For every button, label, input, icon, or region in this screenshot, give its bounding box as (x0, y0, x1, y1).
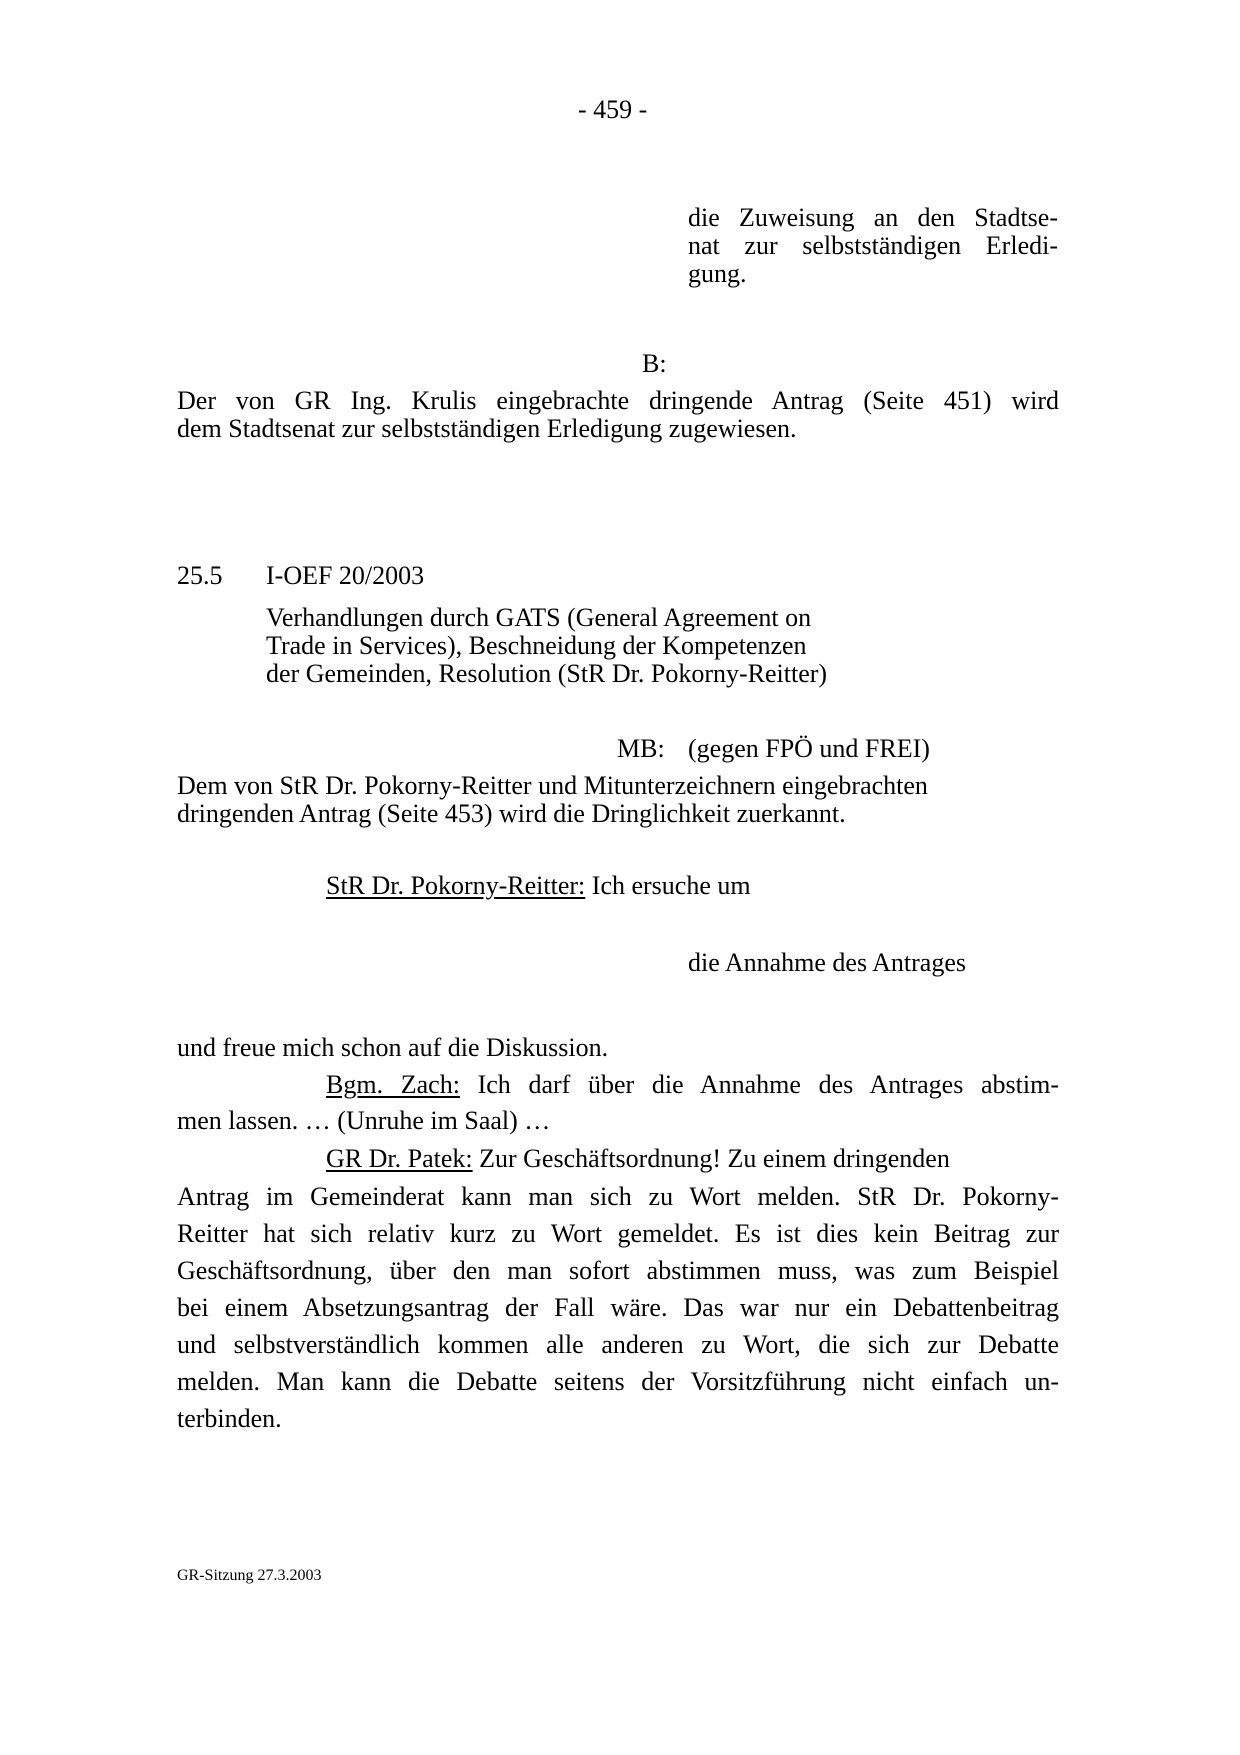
decision-a-text (688, 204, 1058, 288)
speech1-continuation: und freue mich schon auf die Diskussion. (177, 1033, 609, 1062)
speech3-line: melden. Man kann die Debatte seitens der Vorsitzführung nicht einfach un- (177, 1367, 1059, 1396)
decision-a-line: die Zuweisung an den Stadtse- (688, 203, 1058, 232)
speech3-line: Reitter hat sich relativ kurz zu Wort gemeldet. Es ist dies kein Beitrag zur (177, 1219, 1059, 1248)
item-title (266, 604, 906, 688)
item-title-line: Verhandlungen durch GATS (General Agreement on (266, 603, 812, 632)
majority-label: MB: (617, 734, 665, 763)
decision-b-label: B: (642, 349, 667, 378)
speech3-body (177, 1178, 1059, 1437)
speech3-line: Geschäftsordnung, über den man sofort abstimmen muss, was zum Beispiel (177, 1256, 1059, 1285)
speech2-second-line: men lassen. … (Unruhe im Saal) … (177, 1106, 551, 1135)
speech1-text: Ich ersuche um (591, 871, 751, 900)
item-code: I-OEF 20/2003 (266, 561, 425, 590)
speech2-first-line (177, 1071, 1059, 1099)
urgency-text (177, 772, 1077, 828)
speech1-request: die Annahme des Antrages (688, 948, 966, 977)
speaker-name: GR Dr. Patek: (326, 1144, 473, 1173)
item-title-line: der Gemeinden, Resolution (StR Dr. Pokorny-Reitter) (266, 659, 828, 688)
speaker-name: StR Dr. Pokorny-Reitter: (326, 871, 586, 900)
item-title-line: Trade in Services), Beschneidung der Kompetenzen (266, 631, 807, 660)
speech3-line: und selbstverständlich kommen alle anderen zu Wort, die sich zur Debatte (177, 1330, 1059, 1359)
urgency-line: Dem von StR Dr. Pokorny-Reitter und Mitunterzeichnern eingebrachten (177, 771, 928, 800)
speech3-text: Zur Geschäftsordnung! Zu einem dringenden (479, 1144, 950, 1173)
speech3-line: terbinden. (177, 1404, 282, 1433)
speech3-line: bei einem Absetzungsantrag der Fall wäre. Das war nur ein Debattenbeitrag (177, 1293, 1059, 1322)
decision-a-line: nat zur selbstständigen Erledi- (688, 231, 1058, 260)
page-number: - 459 - (578, 95, 648, 124)
speech1-first-line (326, 872, 751, 900)
speech3-first-line (326, 1145, 950, 1173)
speaker-name: Bgm. Zach: (326, 1070, 460, 1099)
decision-b-line: dem Stadtsenat zur selbstständigen Erledigung zugewiesen. (177, 414, 797, 443)
urgency-line: dringenden Antrag (Seite 453) wird die Dringlichkeit zuerkannt. (177, 799, 846, 828)
speech3-line: Antrag im Gemeinderat kann man sich zu Wort melden. StR Dr. Pokorny- (177, 1182, 1059, 1211)
footer: GR-Sitzung 27.3.2003 (177, 1567, 322, 1584)
majority-note: (gegen FPÖ und FREI) (688, 734, 930, 763)
decision-b-line: Der von GR Ing. Krulis eingebrachte dringende Antrag (Seite 451) wird (177, 386, 1059, 415)
decision-a-line: gung. (688, 259, 747, 288)
item-number: 25.5 (177, 561, 223, 590)
decision-b-text (177, 387, 1059, 443)
speech2-text: Ich darf über die Annahme des Antrages abstim- (477, 1070, 1059, 1099)
